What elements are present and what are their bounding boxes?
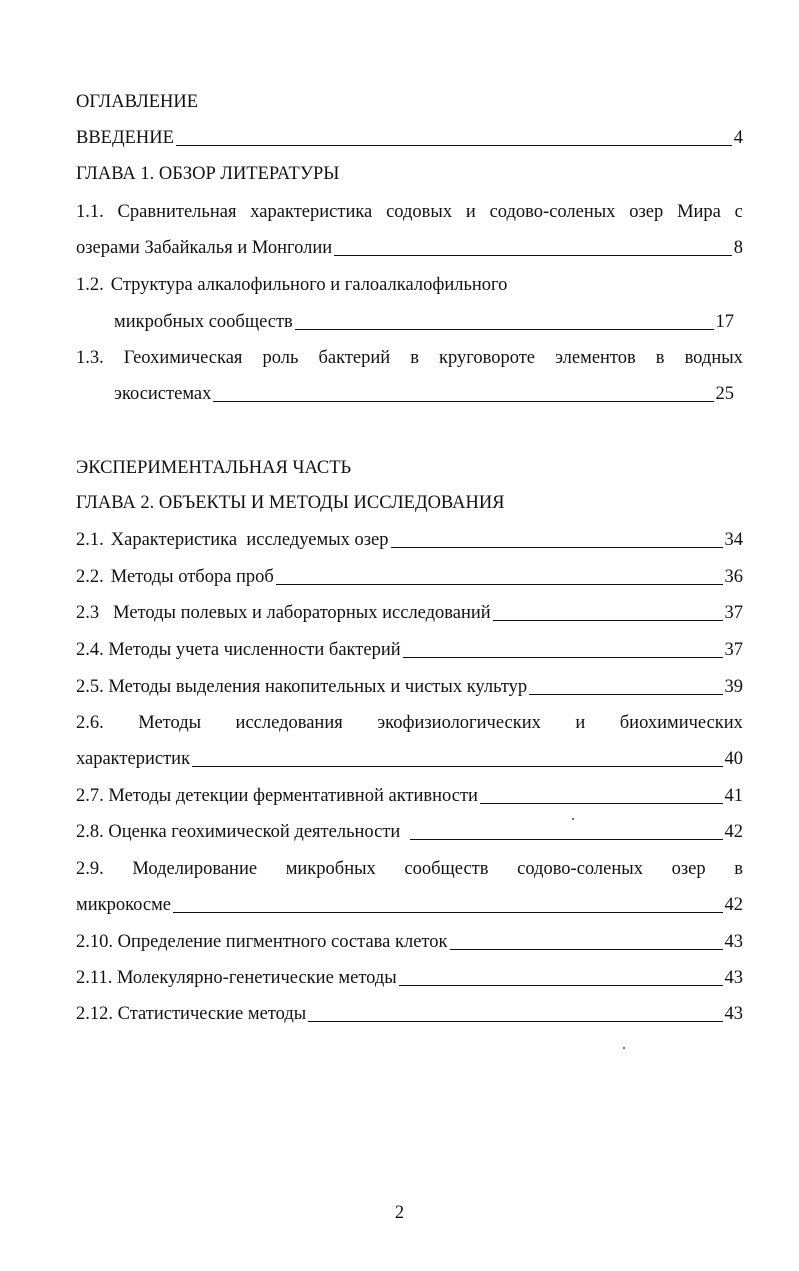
word: роль [262,348,299,368]
toc-entry-1-3-line2[interactable] [114,381,734,407]
word: и [575,713,586,733]
scan-speck [623,1047,625,1049]
toc-leader-line [399,985,723,986]
toc-entry-2-10[interactable] [76,929,743,955]
toc-leader-line [192,766,722,767]
toc-entry-2-9-line2[interactable] [76,892,743,918]
toc-page-number: 17 [715,312,734,332]
word: характеристика [250,202,373,222]
word: озер [629,202,664,222]
section-number: 2.2. [76,567,104,587]
section-number: 1.2. [76,275,104,295]
toc-entry-2-5[interactable] [76,674,743,700]
contents-title: ОГЛАВЛЕНИЕ [76,92,199,112]
toc-entry-title: 2.7. Методы детекции ферментативной активности [76,786,478,806]
word: экофизиологических [377,713,541,733]
experimental-part-heading: ЭКСПЕРИМЕНТАЛЬНАЯ ЧАСТЬ [76,458,352,478]
toc-entry-1-2-line1[interactable] [76,272,743,298]
toc-leader-line [276,584,723,585]
toc-leader-line [391,547,723,548]
toc-page-number: 40 [724,749,743,769]
word: микробных [285,859,376,879]
toc-entry-1-2-line2[interactable] [114,309,734,335]
toc-page-number: 34 [724,530,743,550]
word: Сравнительная [117,202,237,222]
word: и [465,202,476,222]
toc-entry-1-3-line1[interactable] [76,345,743,371]
toc-leader-line [403,657,723,658]
toc-entry-title: 2.8. Оценка геохимической деятельности [76,822,401,842]
toc-page-number: 43 [724,932,743,952]
word: содово-соленых [517,859,643,879]
toc-entry-title: 2.12. Статистические методы [76,1004,307,1024]
toc-entry-2-2[interactable] [76,564,743,590]
word: содовых [386,202,453,222]
toc-entry-title: Структура алкалофильного и галоалкалофильного [110,275,508,295]
toc-page-number: 8 [733,238,743,258]
toc-page-number: 41 [724,786,743,806]
toc-page-number: 4 [733,128,743,148]
toc-entry-introduction[interactable] [76,125,743,151]
toc-leader-line [173,912,723,913]
toc-page-number: 43 [724,1004,743,1024]
word: содово-соленых [489,202,616,222]
toc-leader-line [410,839,722,840]
toc-page-number: 43 [724,968,743,988]
toc-page-number: 42 [724,895,743,915]
toc-entry-title: ВВЕДЕНИЕ [76,128,174,148]
toc-entry-title: 2.5. Методы выделения накопительных и чистых культур [76,677,528,697]
toc-entry-2-11[interactable] [76,965,743,991]
section-number: 2.9. [76,859,104,879]
word: сообществ [404,859,489,879]
toc-leader-line [176,145,732,146]
word: исследования [235,713,343,733]
toc-page-number: 36 [724,567,743,587]
toc-leader-line [213,401,713,402]
toc-entry-title: Методы полевых и лабораторных исследований [113,603,491,623]
word: в [734,859,743,879]
toc-entry-title: озерами Забайкалья и Монголии [76,238,333,258]
toc-leader-line [295,329,714,330]
toc-entry-2-4[interactable] [76,637,743,663]
toc-entry-2-3[interactable] [76,600,743,626]
toc-entry-1-1-line2[interactable] [76,235,743,261]
toc-entry-title: экосистемах [114,384,212,404]
toc-entry-title: характеристик [76,749,191,769]
toc-page-number: 37 [724,640,743,660]
toc-entry-title: Характеристика исследуемых озер [110,530,389,550]
toc-entry-title: 2.4. Методы учета численности бактерий [76,640,401,660]
toc-entry-title: 2.10. Определение пигментного состава клеток [76,932,448,952]
word: в [655,348,665,368]
word: бактерий [318,348,391,368]
section-number: 2.3 [76,603,100,623]
toc-entry-2-7[interactable] [76,783,743,809]
word: элементов [555,348,636,368]
page-number: 2 [394,1203,405,1223]
toc-page-number: 39 [724,677,743,697]
toc-entry-2-6-line2[interactable] [76,746,743,772]
section-number: 2.1. [76,530,104,550]
section-number: 1.1. [76,202,104,222]
chapter-2-heading: ГЛАВА 2. ОБЪЕКТЫ И МЕТОДЫ ИССЛЕДОВАНИЯ [76,493,505,513]
toc-entry-2-8[interactable] [76,819,743,845]
toc-entry-2-9-line1[interactable] [76,856,743,882]
toc-entry-1-1-line1[interactable] [76,199,743,225]
word: Мира [677,202,721,222]
word: в [410,348,419,368]
chapter-1-heading: ГЛАВА 1. ОБЗОР ЛИТЕРАТУРЫ [76,164,340,184]
toc-entry-title: микробных сообществ [114,312,293,332]
word: биохимических [619,713,743,733]
toc-leader-line [334,255,732,256]
toc-entry-title: Методы отбора проб [110,567,274,587]
toc-entry-2-1[interactable] [76,527,743,553]
section-number: 2.6. [76,713,104,733]
word: Геохимическая [123,348,243,368]
toc-page-number: 25 [715,384,734,404]
toc-leader-line [450,949,723,950]
word: озер [671,859,706,879]
toc-page-number: 37 [724,603,743,623]
toc-leader-line [480,803,723,804]
word: Моделирование [132,859,258,879]
word: Методы [138,713,202,733]
toc-leader-line [493,620,723,621]
section-number: 1.3. [76,348,104,368]
toc-entry-title: 2.11. Молекулярно-генетические методы [76,968,397,988]
toc-page-number: 42 [724,822,743,842]
toc-leader-line [308,1021,722,1022]
word: водных [684,348,743,368]
toc-entry-title: микрокосме [76,895,171,915]
word: круговороте [438,348,536,368]
toc-entry-2-6-line1[interactable] [76,710,743,736]
toc-entry-2-12[interactable] [76,1001,743,1027]
scan-speck [572,818,574,820]
toc-leader-line [529,694,722,695]
word: с [734,202,743,222]
